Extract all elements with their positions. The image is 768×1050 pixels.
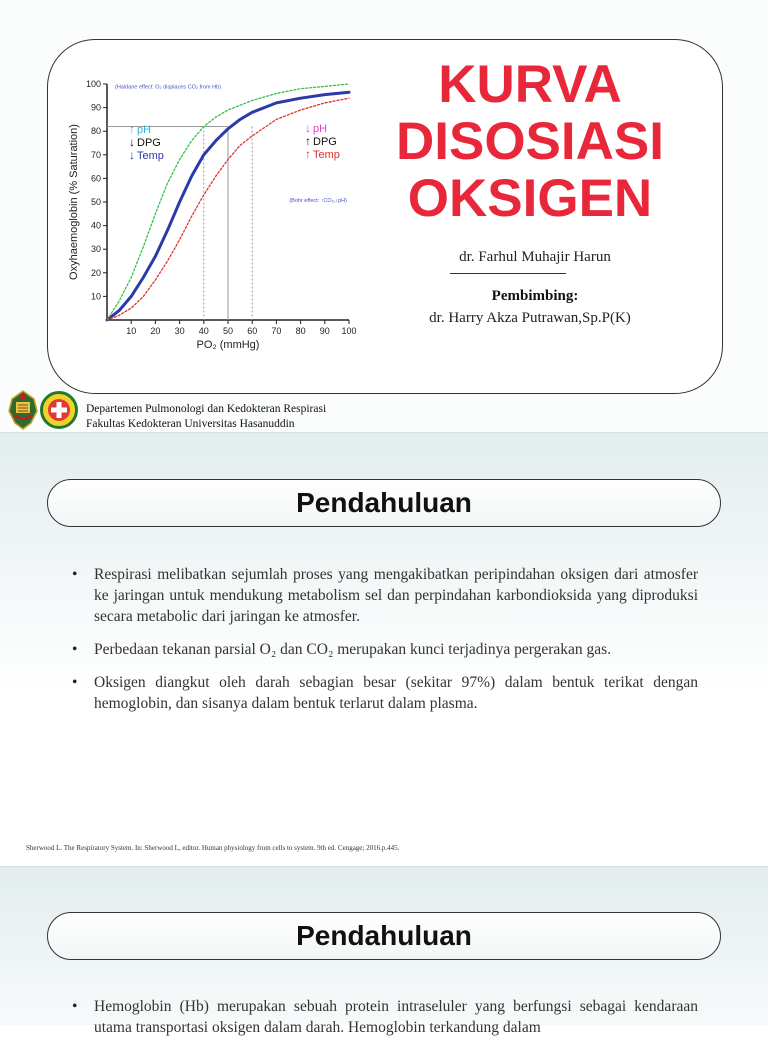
- oxygen-dissociation-chart: [67, 75, 357, 350]
- y-tick-label: 90: [90, 102, 101, 113]
- x-tick-label: 20: [150, 326, 161, 336]
- y-tick-label: 10: [90, 291, 101, 302]
- y-tick-label: 60: [90, 173, 101, 184]
- x-tick-label: 60: [247, 326, 258, 336]
- author-underline: [450, 273, 566, 274]
- university-crest-icon: [6, 389, 40, 431]
- left-legend-arrow: ↑: [129, 122, 135, 136]
- left-legend-arrow: ↓: [129, 148, 135, 162]
- bullet-list: [72, 564, 698, 726]
- bullet-list: [72, 996, 698, 1050]
- bullet-item: • Oksigen diangkut oleh darah sebagian besar (sekitar 97%) dalam bentuk terikat dengan hemoglobin, dan sisanya dalam bentuk terlarut dalam plasma.: [72, 672, 698, 714]
- right-legend-arrow: ↑: [305, 147, 311, 161]
- department-info: [86, 402, 326, 432]
- advisor-label: Pembimbing:: [491, 288, 579, 304]
- section-title: Pendahuluan: [296, 487, 472, 518]
- advisor-name: dr. Harry Akza Putrawan,Sp.P(K): [429, 310, 631, 326]
- faculty-line: Fakultas Kedokteran Universitas Hasanuddin: [86, 418, 295, 430]
- x-tick-label: 10: [126, 326, 137, 336]
- left-legend-arrow: ↓: [129, 135, 135, 149]
- hospital-emblem-icon: [40, 391, 78, 429]
- y-tick-label: 70: [90, 149, 101, 160]
- title-slide: [0, 0, 768, 432]
- y-axis-title: Oxyhaemoglobin (% Saturation): [68, 124, 80, 280]
- left-legend-label: Temp: [137, 150, 164, 162]
- section-heading-box: [47, 479, 721, 527]
- section-heading-box: [47, 912, 721, 960]
- bullet-item: • Perbedaan tekanan parsial O₂ dan CO₂ merupakan kunci terjadinya pergerakan gas.: [72, 639, 698, 660]
- intro-slide-continued: [0, 866, 768, 1036]
- author-name: dr. Farhul Muhajir Harun: [459, 249, 611, 265]
- reference-citation: Sherwood L. The Respiratory System. In: Sherwood L, editor. Human physiology from cells to system. 9th ed. Cengage; 2016.p.445.: [26, 844, 400, 852]
- page-title: KURVA DISOSIASI OKSIGEN: [395, 55, 664, 228]
- right-legend-label: Temp: [313, 149, 340, 161]
- right-legend-label: DPG: [313, 136, 337, 148]
- y-tick-label: 30: [90, 244, 101, 255]
- x-tick-label: 80: [295, 326, 306, 336]
- y-tick-label: 20: [90, 267, 101, 278]
- intro-slide: [0, 432, 768, 867]
- y-tick-label: 40: [90, 220, 101, 231]
- x-axis-title: PO₂ (mmHg): [196, 339, 260, 351]
- right-legend-arrow: ↑: [305, 134, 311, 148]
- right-legend-arrow: ↓: [305, 121, 311, 135]
- right-legend-label: pH: [313, 123, 328, 135]
- x-tick-label: 90: [319, 326, 330, 336]
- x-tick-label: 70: [271, 326, 282, 336]
- left-legend-label: DPG: [137, 137, 161, 149]
- left-legend-label: pH: [137, 124, 152, 136]
- department-line: Departemen Pulmonologi dan Kedokteran Respirasi: [86, 403, 327, 415]
- x-tick-label: 40: [198, 326, 209, 336]
- bullet-item: • Hemoglobin (Hb) merupakan sebuah protein intraseluler yang berfungsi sebagai kendaraan utama transportasi oksigen dalam darah. Hemoglobin terkandung dalam: [72, 996, 698, 1038]
- y-tick-label: 80: [90, 126, 101, 137]
- x-tick-label: 50: [222, 326, 234, 336]
- bohr-annotation: (Bohr effect: ↑CO₂,↓pH): [289, 198, 347, 204]
- x-tick-label: 30: [174, 326, 185, 336]
- bullet-item: • Respirasi melibatkan sejumlah proses yang mengakibatkan peripindahan oksigen dari atmosfer ke jaringan untuk mendukung metabolism sel dan perpindahan karbondioksida yang diproduksi secara metabolic dari jaringan ke atmosfer.: [72, 564, 698, 627]
- haldane-annotation: (Haldane effect: O₂ displaces CO₂ from Hb): [115, 84, 221, 91]
- x-tick-label: 100: [341, 326, 357, 336]
- section-title: Pendahuluan: [296, 920, 472, 951]
- y-tick-label: 50: [90, 197, 101, 207]
- y-tick-label: 100: [85, 79, 101, 89]
